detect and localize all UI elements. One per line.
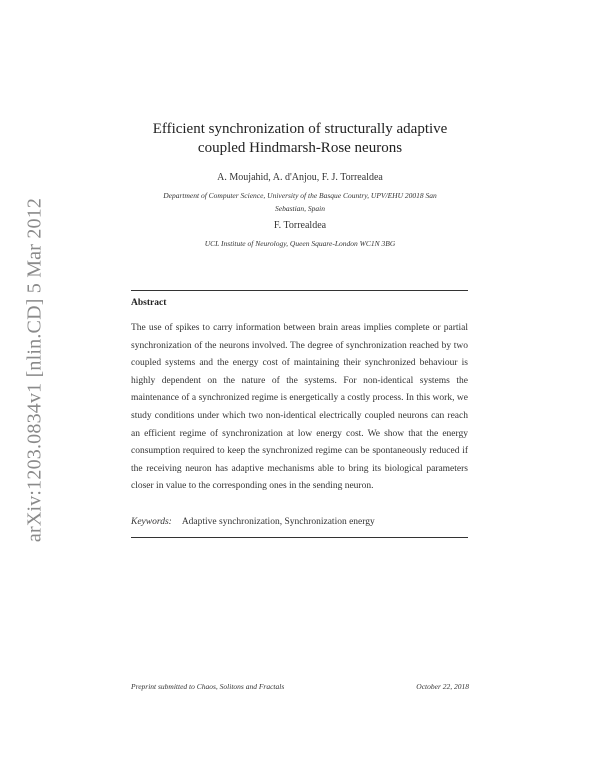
footer-date: October 22, 2018 — [416, 682, 469, 691]
abstract-bottom-rule — [131, 537, 468, 538]
arxiv-identifier: arXiv:1203.0834v1 [nlin.CD] 5 Mar 2012 — [23, 197, 46, 543]
abstract-heading: Abstract — [131, 298, 167, 308]
author-list-2: F. Torrealdea — [273, 220, 327, 231]
abstract-text: The use of spikes to carry information between brain areas implies complete or partial synchronization of the neurons involved. The degree of synchronization reached by two coupled systems and the energy cost of maintaining their synchronized behaviour is highly dependent on the nature of the systems. For non-identical systems the maintenance of a synchronized regime is energetically a costly process. In this work, we study conditions under which two non-identical electrically coupled neurons can reach an efficient regime of synchronization at low energy cost. We show that the energy consumption required to keep the synchronized regime can be spontaneously reduced if the receiving neuron has adaptive mechanisms able to bring its biological parameters closer in value to the corresponding ones in the sending neuron. — [131, 323, 468, 492]
title-line-1: Efficient synchronization of structurally adaptive — [152, 121, 448, 137]
affiliation-1 — [128, 189, 472, 215]
abstract-top-rule — [131, 290, 468, 291]
affiliation-1-line-1: Department of Computer Science, University of the Basque Country, UPV/EHU 20018 San — [163, 191, 437, 200]
author-list-1: A. Moujahid, A. d'Anjou, F. J. Torrealdea — [217, 172, 383, 183]
keywords-label: Keywords: — [131, 517, 172, 527]
affiliation-2: UCL Institute of Neurology, Queen Square-London WC1N 3BG — [204, 239, 396, 248]
affiliation-1-line-2: Sebastian, Spain — [275, 204, 325, 213]
keywords-list: Adaptive synchronization, Synchronization energy — [181, 517, 375, 527]
preprint-notice: Preprint submitted to Chaos, Solitons and Fractals — [131, 682, 285, 691]
keywords — [131, 517, 468, 527]
paper-title — [130, 120, 470, 158]
title-line-2: coupled Hindmarsh-Rose neurons — [197, 140, 403, 156]
